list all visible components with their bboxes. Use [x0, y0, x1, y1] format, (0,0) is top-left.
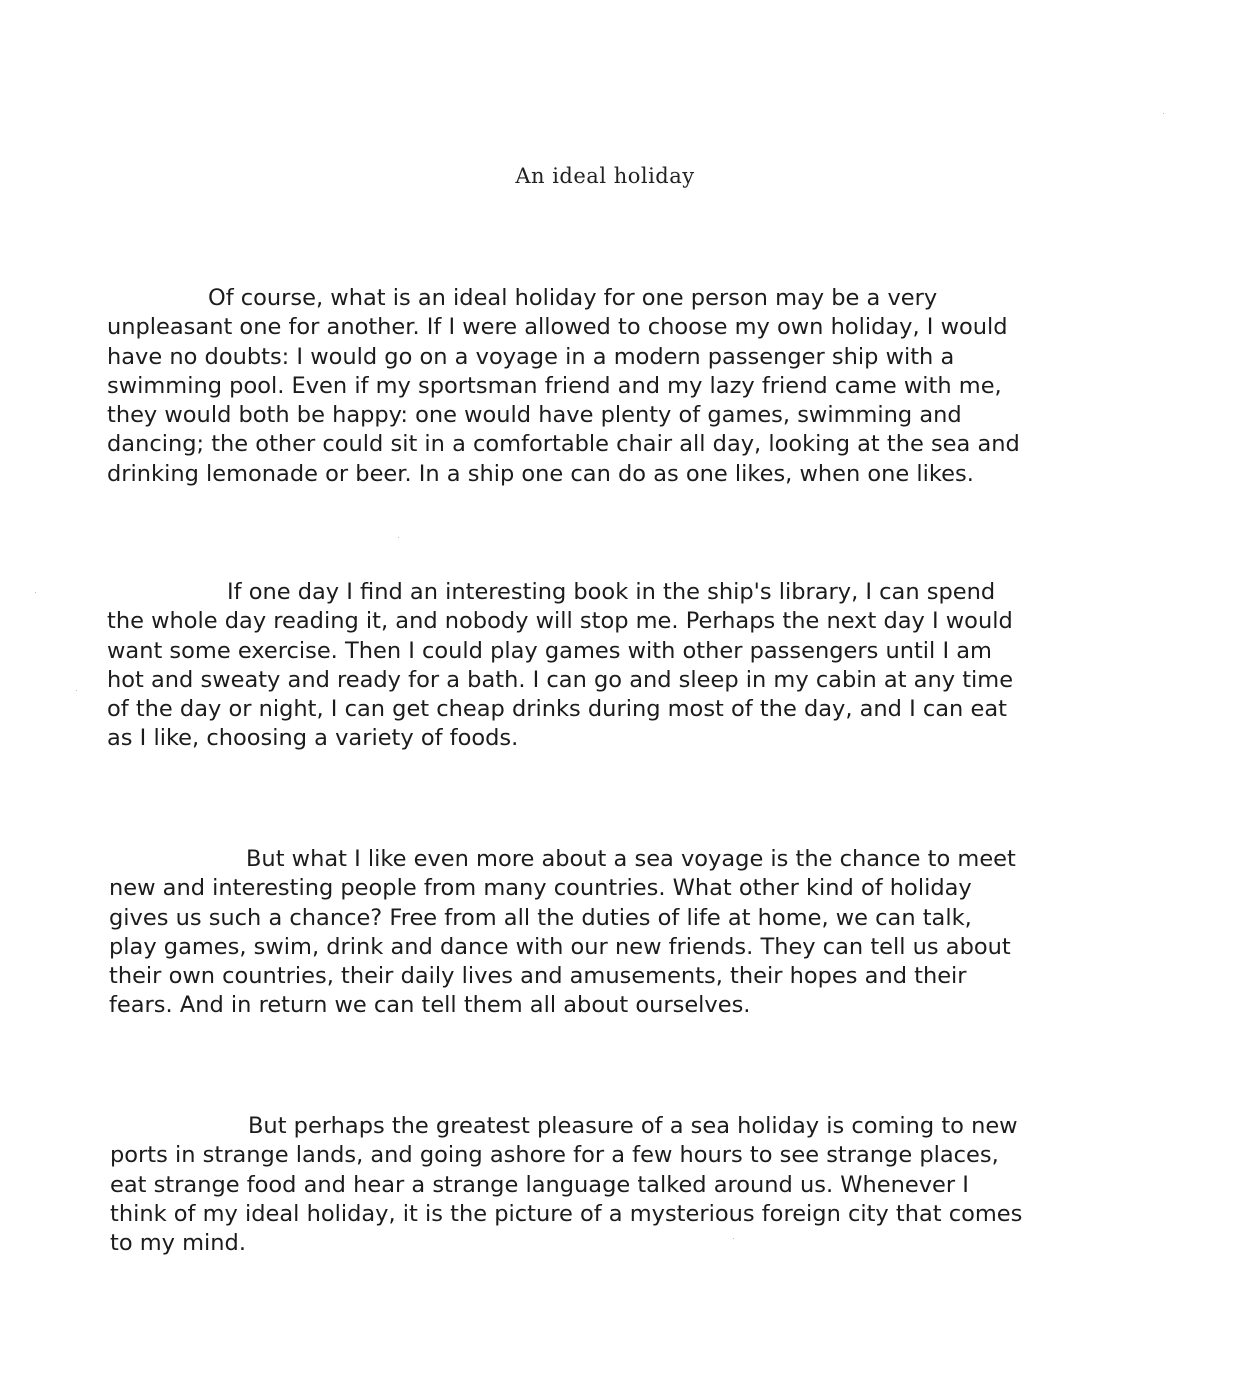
paragraph-4: But perhaps the greatest pleasure of a sea holiday is coming to new ports in strange lands, and going ashore for a few hours to see strange places, eat strange food and hear a strange language talked around us. Whenever I think of my ideal holiday, it is the picture of a mysterious foreign city that comes to my mind.	[110, 1113, 1023, 1257]
paragraph-1: Of course, what is an ideal holiday for one person may be a very unpleasant one for another. If I were allowed to choose my own holiday, I would have no doubts: I would go on a voyage in a modern passenger ship with a swimming pool. Even if my sportsman friend and my lazy friend came with me, they would both be happy: one would have plenty of games, swimming and dancing; the other could sit in a comfortable chair all day, looking at the sea and drinking lemonade or beer. In a ship one can do as one likes, when one likes.	[107, 285, 1020, 487]
paragraph-2: If one day I find an interesting book in the ship's library, I can spend the whole day reading it, and nobody will stop me. Perhaps the next day I would want some exercise. Then I could play games with other passengers until I am hot and sweaty and ready for a bath. I can go and sleep in my cabin at any time of the day or night, I can get cheap drinks during most of the day, and I can eat as I like, choosing a variety of foods.	[107, 579, 1014, 752]
scan-speck	[398, 537, 399, 538]
paragraph-3: But what I like even more about a sea voyage is the chance to meet new and interesting people from many countries. What other kind of holiday gives us such a chance? Free from all the duties of life at home, we can talk, play games, swim, drink and dance with our new friends. They can tell us about their own countries, their daily lives and amusements, their hopes and their fears. And in return we can tell them all about ourselves.	[109, 846, 1016, 1019]
scan-speck	[35, 592, 36, 593]
scan-speck	[733, 1238, 734, 1239]
document-title: An ideal holiday	[515, 164, 695, 188]
scan-speck	[1163, 113, 1164, 114]
scan-speck	[76, 690, 77, 691]
